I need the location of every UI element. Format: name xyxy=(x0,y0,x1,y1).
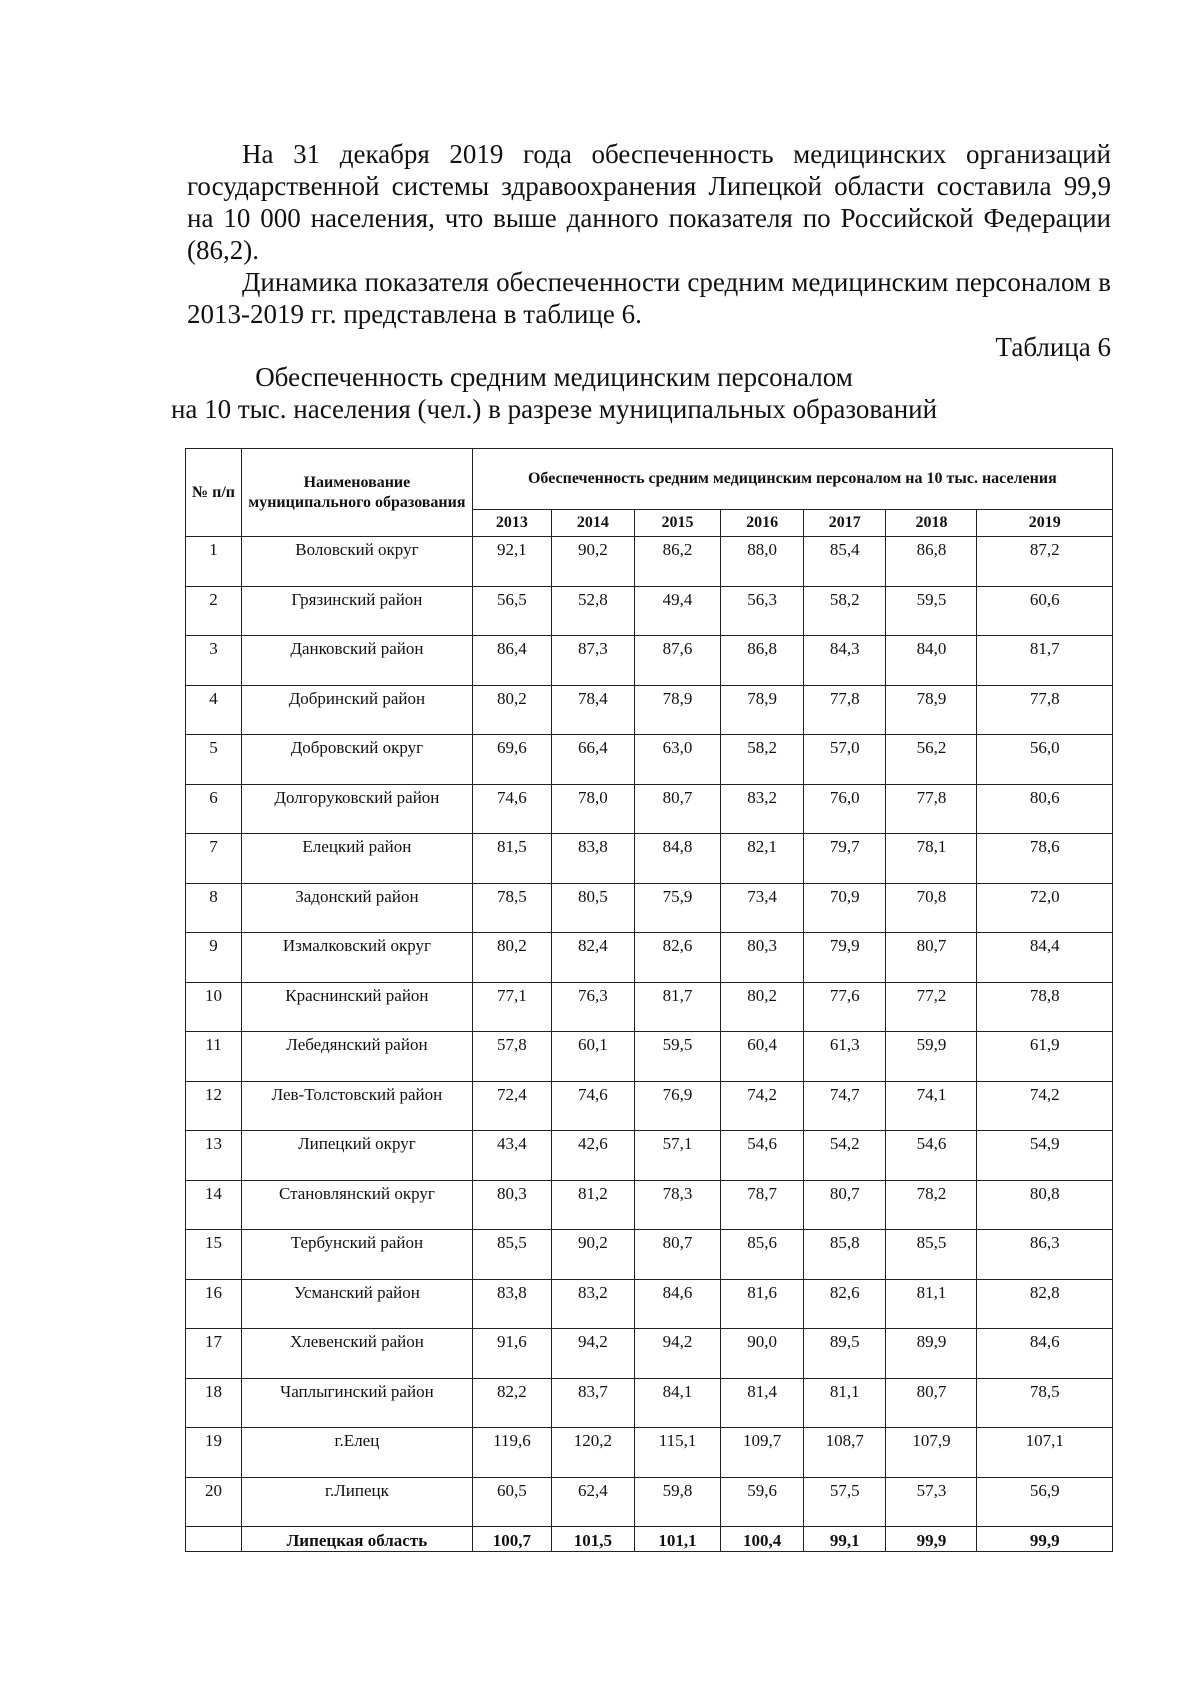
value-cell: 80,5 xyxy=(552,883,635,933)
value-cell: 78,3 xyxy=(634,1180,721,1230)
value-cell: 57,0 xyxy=(803,735,886,785)
value-cell: 90,2 xyxy=(552,1230,635,1280)
value-cell: 86,4 xyxy=(472,636,551,686)
municipality-name: Тербунский район xyxy=(242,1230,473,1280)
value-cell: 85,5 xyxy=(472,1230,551,1280)
row-number: 5 xyxy=(186,735,242,785)
value-cell: 80,2 xyxy=(721,982,804,1032)
row-number: 1 xyxy=(186,537,242,587)
row-number: 7 xyxy=(186,834,242,884)
value-cell: 61,3 xyxy=(803,1032,886,1082)
value-cell: 82,6 xyxy=(803,1279,886,1329)
value-cell: 42,6 xyxy=(552,1131,635,1181)
row-number: 4 xyxy=(186,685,242,735)
value-cell: 81,6 xyxy=(721,1279,804,1329)
value-cell: 85,6 xyxy=(721,1230,804,1280)
value-cell: 59,5 xyxy=(634,1032,721,1082)
value-cell: 107,1 xyxy=(977,1428,1113,1478)
value-cell: 77,8 xyxy=(977,685,1113,735)
value-cell: 70,8 xyxy=(886,883,977,933)
value-cell: 82,8 xyxy=(977,1279,1113,1329)
row-number: 20 xyxy=(186,1477,242,1527)
value-cell: 82,4 xyxy=(552,933,635,983)
value-cell: 76,9 xyxy=(634,1081,721,1131)
table-row xyxy=(186,1230,1113,1280)
value-cell: 83,8 xyxy=(552,834,635,884)
value-cell: 76,3 xyxy=(552,982,635,1032)
table-row xyxy=(186,1081,1113,1131)
value-cell: 62,4 xyxy=(552,1477,635,1527)
municipality-name: Хлевенский район xyxy=(242,1329,473,1379)
value-cell: 78,0 xyxy=(552,784,635,834)
municipality-name: г.Липецк xyxy=(242,1477,473,1527)
municipality-name: Измалковский округ xyxy=(242,933,473,983)
municipality-name: Липецкая область xyxy=(242,1527,473,1552)
municipality-name: Лев-Толстовский район xyxy=(242,1081,473,1131)
value-cell: 78,9 xyxy=(634,685,721,735)
row-number: 11 xyxy=(186,1032,242,1082)
value-cell: 119,6 xyxy=(472,1428,551,1478)
value-cell: 74,7 xyxy=(803,1081,886,1131)
municipality-name: Добринский район xyxy=(242,685,473,735)
value-cell: 78,7 xyxy=(721,1180,804,1230)
value-cell: 78,5 xyxy=(472,883,551,933)
value-cell: 79,9 xyxy=(803,933,886,983)
value-cell: 70,9 xyxy=(803,883,886,933)
header-group: Обеспеченность средним медицинским персоналом на 10 тыс. населения xyxy=(472,449,1112,510)
value-cell: 80,3 xyxy=(721,933,804,983)
value-cell: 59,5 xyxy=(886,586,977,636)
value-cell: 91,6 xyxy=(472,1329,551,1379)
value-cell: 88,0 xyxy=(721,537,804,587)
municipality-name: Елецкий район xyxy=(242,834,473,884)
value-cell: 87,3 xyxy=(552,636,635,686)
municipality-name: Долгоруковский район xyxy=(242,784,473,834)
header-year: 2015 xyxy=(634,510,721,537)
municipality-name: Добровский округ xyxy=(242,735,473,785)
value-cell: 82,1 xyxy=(721,834,804,884)
value-cell: 74,1 xyxy=(886,1081,977,1131)
row-number: 18 xyxy=(186,1378,242,1428)
value-cell: 85,5 xyxy=(886,1230,977,1280)
value-cell: 77,2 xyxy=(886,982,977,1032)
table-row xyxy=(186,1329,1113,1379)
value-cell: 61,9 xyxy=(977,1032,1113,1082)
value-cell: 54,2 xyxy=(803,1131,886,1181)
header-year: 2014 xyxy=(552,510,635,537)
value-cell: 69,6 xyxy=(472,735,551,785)
value-cell: 77,6 xyxy=(803,982,886,1032)
value-cell: 59,8 xyxy=(634,1477,721,1527)
value-cell: 84,4 xyxy=(977,933,1113,983)
value-cell: 101,1 xyxy=(634,1527,721,1552)
value-cell: 83,7 xyxy=(552,1378,635,1428)
header-year: 2018 xyxy=(886,510,977,537)
value-cell: 80,2 xyxy=(472,685,551,735)
value-cell: 80,8 xyxy=(977,1180,1113,1230)
value-cell: 80,7 xyxy=(886,1378,977,1428)
value-cell: 78,2 xyxy=(886,1180,977,1230)
value-cell: 80,3 xyxy=(472,1180,551,1230)
table-row xyxy=(186,636,1113,686)
table-row xyxy=(186,1279,1113,1329)
header-year: 2016 xyxy=(721,510,804,537)
value-cell: 60,4 xyxy=(721,1032,804,1082)
value-cell: 80,2 xyxy=(472,933,551,983)
value-cell: 83,2 xyxy=(721,784,804,834)
value-cell: 84,3 xyxy=(803,636,886,686)
table-row xyxy=(186,537,1113,587)
value-cell: 86,2 xyxy=(634,537,721,587)
header-year: 2019 xyxy=(977,510,1113,537)
value-cell: 94,2 xyxy=(552,1329,635,1379)
row-number: 10 xyxy=(186,982,242,1032)
value-cell: 101,5 xyxy=(552,1527,635,1552)
row-number: 12 xyxy=(186,1081,242,1131)
municipality-name: Усманский район xyxy=(242,1279,473,1329)
value-cell: 78,4 xyxy=(552,685,635,735)
value-cell: 59,6 xyxy=(721,1477,804,1527)
value-cell: 120,2 xyxy=(552,1428,635,1478)
value-cell: 84,6 xyxy=(977,1329,1113,1379)
value-cell: 81,7 xyxy=(977,636,1113,686)
value-cell: 85,8 xyxy=(803,1230,886,1280)
value-cell: 100,4 xyxy=(721,1527,804,1552)
value-cell: 80,7 xyxy=(886,933,977,983)
value-cell: 84,8 xyxy=(634,834,721,884)
value-cell: 66,4 xyxy=(552,735,635,785)
table-row xyxy=(186,1477,1113,1527)
value-cell: 57,1 xyxy=(634,1131,721,1181)
value-cell: 80,7 xyxy=(634,1230,721,1280)
table-row xyxy=(186,1378,1113,1428)
value-cell: 57,3 xyxy=(886,1477,977,1527)
value-cell: 56,2 xyxy=(886,735,977,785)
value-cell: 73,4 xyxy=(721,883,804,933)
value-cell: 83,8 xyxy=(472,1279,551,1329)
value-cell: 92,1 xyxy=(472,537,551,587)
value-cell: 86,8 xyxy=(721,636,804,686)
value-cell: 82,2 xyxy=(472,1378,551,1428)
row-number: 19 xyxy=(186,1428,242,1478)
value-cell: 80,6 xyxy=(977,784,1113,834)
municipality-name: Задонский район xyxy=(242,883,473,933)
staffing-table xyxy=(185,448,1113,1552)
value-cell: 57,8 xyxy=(472,1032,551,1082)
value-cell: 58,2 xyxy=(803,586,886,636)
municipality-name: г.Елец xyxy=(242,1428,473,1478)
header-name: Наименование муниципального образования xyxy=(242,449,473,537)
value-cell: 84,0 xyxy=(886,636,977,686)
row-number: 3 xyxy=(186,636,242,686)
value-cell: 56,0 xyxy=(977,735,1113,785)
row-number: 15 xyxy=(186,1230,242,1280)
total-row xyxy=(186,1527,1113,1552)
value-cell: 90,2 xyxy=(552,537,635,587)
value-cell: 82,6 xyxy=(634,933,721,983)
value-cell: 74,6 xyxy=(472,784,551,834)
municipality-name: Чаплыгинский район xyxy=(242,1378,473,1428)
value-cell: 78,1 xyxy=(886,834,977,884)
table-row xyxy=(186,685,1113,735)
value-cell: 83,2 xyxy=(552,1279,635,1329)
value-cell: 76,0 xyxy=(803,784,886,834)
value-cell: 78,5 xyxy=(977,1378,1113,1428)
header-year: 2017 xyxy=(803,510,886,537)
value-cell: 60,5 xyxy=(472,1477,551,1527)
value-cell: 77,8 xyxy=(803,685,886,735)
value-cell: 77,1 xyxy=(472,982,551,1032)
table-title-line2: на 10 тыс. населения (чел.) в разрезе муниципальных образований xyxy=(170,394,938,424)
value-cell: 84,6 xyxy=(634,1279,721,1329)
row-number: 8 xyxy=(186,883,242,933)
value-cell: 63,0 xyxy=(634,735,721,785)
table-row xyxy=(186,883,1113,933)
row-number: 14 xyxy=(186,1180,242,1230)
municipality-name: Лебедянский район xyxy=(242,1032,473,1082)
value-cell: 81,1 xyxy=(803,1378,886,1428)
value-cell: 56,5 xyxy=(472,586,551,636)
header-year: 2013 xyxy=(472,510,551,537)
row-number: 9 xyxy=(186,933,242,983)
table-row xyxy=(186,784,1113,834)
value-cell: 59,9 xyxy=(886,1032,977,1082)
value-cell: 60,6 xyxy=(977,586,1113,636)
value-cell: 99,9 xyxy=(977,1527,1113,1552)
value-cell: 49,4 xyxy=(634,586,721,636)
municipality-name: Липецкий округ xyxy=(242,1131,473,1181)
value-cell: 89,5 xyxy=(803,1329,886,1379)
value-cell: 99,1 xyxy=(803,1527,886,1552)
paragraph-2: Динамика показателя обеспеченности средним медицинским персоналом в 2013-2019 гг. представлена в таблице 6. xyxy=(187,267,1111,329)
row-number: 16 xyxy=(186,1279,242,1329)
table-row xyxy=(186,1428,1113,1478)
value-cell: 74,2 xyxy=(977,1081,1113,1131)
value-cell: 86,3 xyxy=(977,1230,1113,1280)
value-cell: 81,7 xyxy=(634,982,721,1032)
value-cell: 94,2 xyxy=(634,1329,721,1379)
municipality-name: Данковский район xyxy=(242,636,473,686)
table-title-line1: Обеспеченность средним медицинским персоналом xyxy=(255,362,853,392)
value-cell: 81,1 xyxy=(886,1279,977,1329)
value-cell: 78,9 xyxy=(886,685,977,735)
value-cell: 78,8 xyxy=(977,982,1113,1032)
table-row xyxy=(186,1131,1113,1181)
value-cell: 109,7 xyxy=(721,1428,804,1478)
value-cell: 115,1 xyxy=(634,1428,721,1478)
row-number: 2 xyxy=(186,586,242,636)
table-row xyxy=(186,586,1113,636)
value-cell: 72,0 xyxy=(977,883,1113,933)
row-number xyxy=(186,1527,242,1552)
row-number: 13 xyxy=(186,1131,242,1181)
value-cell: 80,7 xyxy=(634,784,721,834)
municipality-name: Краснинский район xyxy=(242,982,473,1032)
table-row xyxy=(186,1180,1113,1230)
value-cell: 52,8 xyxy=(552,586,635,636)
value-cell: 58,2 xyxy=(721,735,804,785)
table-row xyxy=(186,933,1113,983)
table-row xyxy=(186,834,1113,884)
value-cell: 74,6 xyxy=(552,1081,635,1131)
value-cell: 79,7 xyxy=(803,834,886,884)
value-cell: 84,1 xyxy=(634,1378,721,1428)
value-cell: 99,9 xyxy=(886,1527,977,1552)
row-number: 6 xyxy=(186,784,242,834)
municipality-name: Воловский округ xyxy=(242,537,473,587)
value-cell: 60,1 xyxy=(552,1032,635,1082)
value-cell: 54,6 xyxy=(721,1131,804,1181)
value-cell: 108,7 xyxy=(803,1428,886,1478)
paragraph-1: На 31 декабря 2019 года обеспеченность медицинских организаций государственной системы здравоохранения Липецкой области составила 99,9 на 10 000 населения, что выше данного показателя по Российской Федерации (86,2). xyxy=(187,139,1111,265)
value-cell: 78,9 xyxy=(721,685,804,735)
value-cell: 74,2 xyxy=(721,1081,804,1131)
table-row xyxy=(186,1032,1113,1082)
table-row xyxy=(186,982,1113,1032)
value-cell: 54,6 xyxy=(886,1131,977,1181)
municipality-name: Грязинский район xyxy=(242,586,473,636)
value-cell: 56,3 xyxy=(721,586,804,636)
value-cell: 81,5 xyxy=(472,834,551,884)
header-num: № п/п xyxy=(186,449,242,537)
value-cell: 89,9 xyxy=(886,1329,977,1379)
value-cell: 80,7 xyxy=(803,1180,886,1230)
value-cell: 72,4 xyxy=(472,1081,551,1131)
value-cell: 81,4 xyxy=(721,1378,804,1428)
value-cell: 77,8 xyxy=(886,784,977,834)
value-cell: 100,7 xyxy=(472,1527,551,1552)
value-cell: 78,6 xyxy=(977,834,1113,884)
value-cell: 54,9 xyxy=(977,1131,1113,1181)
table-row xyxy=(186,735,1113,785)
value-cell: 107,9 xyxy=(886,1428,977,1478)
value-cell: 87,2 xyxy=(977,537,1113,587)
municipality-name: Становлянский округ xyxy=(242,1180,473,1230)
value-cell: 43,4 xyxy=(472,1131,551,1181)
table-label: Таблица 6 xyxy=(995,332,1111,362)
value-cell: 75,9 xyxy=(634,883,721,933)
value-cell: 81,2 xyxy=(552,1180,635,1230)
row-number: 17 xyxy=(186,1329,242,1379)
value-cell: 56,9 xyxy=(977,1477,1113,1527)
value-cell: 86,8 xyxy=(886,537,977,587)
value-cell: 87,6 xyxy=(634,636,721,686)
value-cell: 90,0 xyxy=(721,1329,804,1379)
value-cell: 85,4 xyxy=(803,537,886,587)
value-cell: 57,5 xyxy=(803,1477,886,1527)
